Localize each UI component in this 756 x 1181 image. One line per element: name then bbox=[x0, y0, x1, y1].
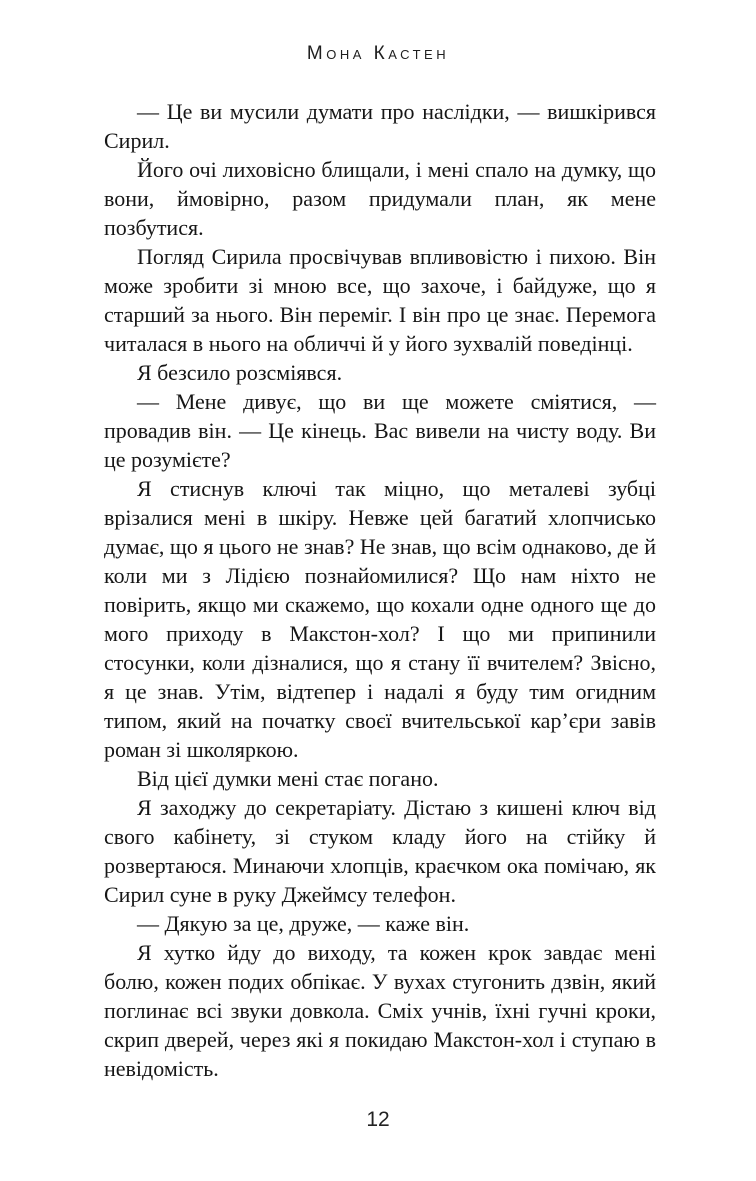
paragraph: Я заходжу до секретаріату. Дістаю з кишені ключ від свого кабінету, зі стуком кладу його на стійку й розвертаюся. Минаючи хлопців, краєчком ока помічаю, як Сирил суне в руку Джеймсу телефон. bbox=[104, 795, 656, 907]
paragraph: — Мене дивує, що ви ще можете сміятися, — провадив він. — Це кінець. Вас вивели на чисту воду. Ви це розумієте? bbox=[104, 389, 656, 472]
page-number: 12 bbox=[366, 1108, 390, 1131]
paragraph: Я стиснув ключі так міцно, що металеві зубці врізалися мені в шкіру. Невже цей багатий хлопчисько думає, що я цього не знав? Не знав, що всім однаково, де й коли ми з Лідією познайомилися? Що нам ніхто не повірить, якщо ми скажемо, що кохали одне одного ще до мого приходу в Макстон-хол? І що ми припинили стосунки, коли дізналися, що я стану її вчителем? Звісно, я це знав. Утім, відтепер і надалі я буду тим огидним типом, який на початку своєї вчительської кар’єри завів роман зі школяркою. bbox=[104, 476, 656, 762]
paragraph: Я хутко йду до виходу, та кожен крок завдає мені болю, кожен подих обпікає. У вухах стугонить дзвін, який поглинає всі звуки довкола. Сміх учнів, їхні гучні кроки, скрип дверей, через які я покидаю Макстон-хол і ступаю в невідомість. bbox=[104, 940, 656, 1081]
paragraph: Його очі лиховісно блищали, і мені спало на думку, що вони, ймовірно, разом придумали план, як мене позбутися. bbox=[104, 157, 656, 240]
paragraph: Від цієї думки мені стає погано. bbox=[137, 766, 439, 791]
body-text bbox=[104, 97, 656, 1083]
paragraph: — Дякую за це, друже, — каже він. bbox=[137, 911, 470, 936]
paragraph: Погляд Сирила просвічував впливовістю і пихою. Він може зробити зі мною все, що захоче, і байдуже, що я старший за нього. Він переміг. І він про це знає. Перемога читалася в нього на обличчі й у його зухвалій поведінці. bbox=[104, 244, 656, 356]
paragraph: Я безсило розсміявся. bbox=[137, 360, 343, 385]
paragraph: — Це ви мусили думати про наслідки, — вишкірився Сирил. bbox=[104, 99, 656, 153]
running-header: Мона Кастен bbox=[306, 43, 450, 64]
